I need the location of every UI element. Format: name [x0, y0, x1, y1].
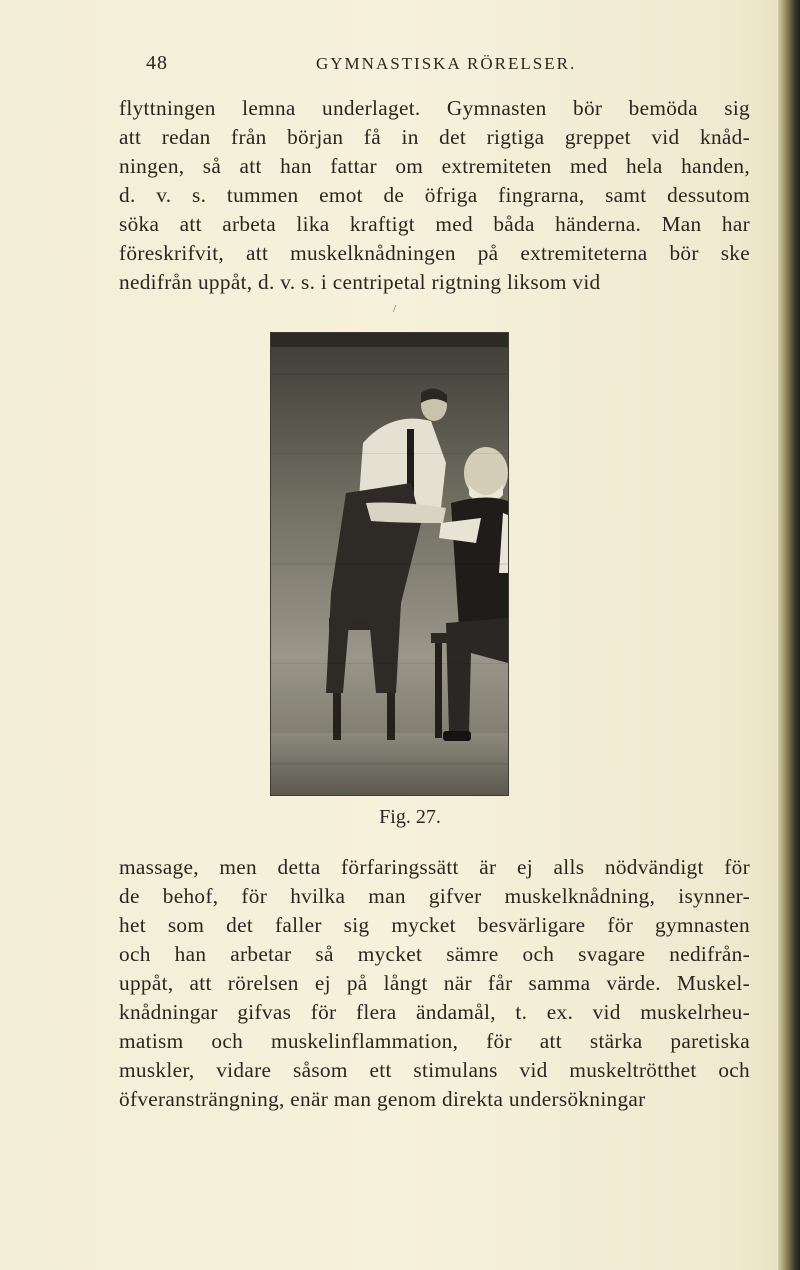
- text-line: nedifrån uppåt, d. v. s. i centripetal rigtning liksom vid: [119, 270, 601, 294]
- slash-mark: /: [393, 303, 397, 315]
- text-line: uppåt, att rörelsen ej på långt när får samma värde. Muskel-: [119, 971, 750, 995]
- massage-photo-illustration: [271, 333, 508, 795]
- page-header: [0, 52, 800, 82]
- text-line: d. v. s. tummen emot de öfriga fingrarna, samt dessutom: [119, 183, 750, 207]
- text-line: het som det faller sig mycket besvärligare för gymnasten: [119, 913, 750, 937]
- text-line: föreskrifvit, att muskelknådningen på extremiteterna bör ske: [119, 241, 750, 265]
- text-line: flyttningen lemna underlaget. Gymnasten bör bemöda sig: [119, 96, 750, 120]
- figure-caption: Fig. 27.: [379, 806, 441, 828]
- text-line: matism och muskelinflammation, för att stärka paretiska: [119, 1029, 750, 1053]
- text-line: öfveransträngning, enär man genom direkta undersökningar: [119, 1087, 646, 1111]
- text-line: att redan från början få in det rigtiga greppet vid knåd-: [119, 125, 750, 149]
- running-title: GYMNASTISKA RÖRELSER.: [316, 54, 577, 73]
- page-edge-shadow: [778, 0, 800, 1270]
- text-line: knådningar gifvas för flera ändamål, t. ex. vid muskelrheu-: [119, 1000, 750, 1024]
- figure-photograph: [270, 332, 509, 796]
- page-number: 48: [146, 52, 168, 74]
- text-line: söka att arbeta lika kraftigt med båda händerna. Man har: [119, 212, 750, 236]
- paragraph-bottom: [119, 853, 750, 1114]
- text-line: muskler, vidare såsom ett stimulans vid muskeltrötthet och: [119, 1058, 750, 1082]
- text-line: ningen, så att han fattar om extremiteten med hela handen,: [119, 154, 750, 178]
- text-line: massage, men detta förfaringssätt är ej alls nödvändigt för: [119, 855, 750, 879]
- paragraph-top: [119, 94, 750, 297]
- text-line: och han arbetar så mycket sämre och svagare nedifrån-: [119, 942, 750, 966]
- text-line: de behof, för hvilka man gifver muskelknådning, isynner-: [119, 884, 750, 908]
